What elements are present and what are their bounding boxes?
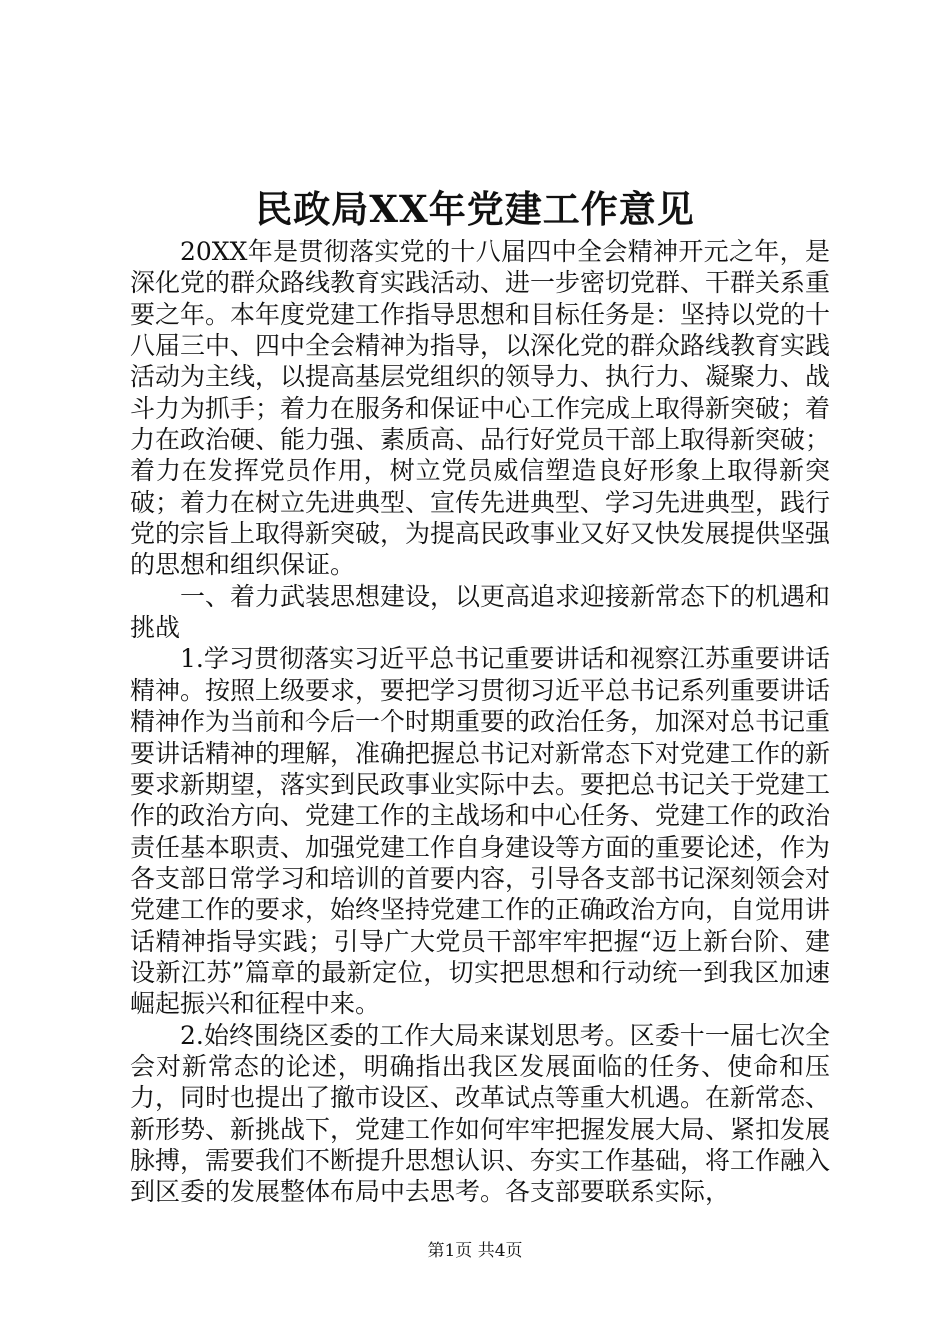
- document-title: 民政局XX年党建工作意见: [255, 187, 695, 231]
- paragraph-intro: 20XX年是贯彻落实党的十八届四中全会精神开元之年，是深化党的群众路线教育实践活动、进一步密切党群、干群关系重要之年。本年度党建工作指导思想和目标任务是：坚持以党的十八届三中、四中全会精神为指导，以深化党的群众路线教育实践活动为主线，以提高基层党组织的领导力、执行力、凝聚力、战斗力为抓手；着力在服务和保证中心工作完成上取得新突破；着力在政治硬、能力强、素质高、品行好党员干部上取得新突破；着力在发挥党员作用，树立党员威信塑造良好形象上取得新突破；着力在树立先进典型、宣传先进典型、学习先进典型，践行党的宗旨上取得新突破，为提高民政事业又好又快发展提供坚强的思想和组织保证。: [130, 237, 831, 580]
- section-heading-1: 一、着力武装思想建设，以更高追求迎接新常态下的机遇和挑战: [130, 581, 831, 643]
- page-footer: [0, 1240, 950, 1262]
- paragraph-item-2: 2.始终围绕区委的工作大局来谋划思考。区委十一届七次全会对新常态的论述，明确指出我区发展面临的任务、使命和压力，同时也提出了撤市设区、改革试点等重大机遇。在新常态、新形势、新挑战下，党建工作如何牢牢把握发展大局、紧扣发展脉搏，需要我们不断提升思想认识、夯实工作基础，将工作融入到区委的发展整体布局中去思考。各支部要联系实际，: [130, 1020, 831, 1207]
- page-indicator: 第1页 共4页: [427, 1241, 523, 1261]
- paragraph-item-1: 1.学习贯彻落实习近平总书记重要讲话和视察江苏重要讲话精神。按照上级要求，要把学习贯彻习近平总书记系列重要讲话精神作为当前和今后一个时期重要的政治任务，加深对总书记重要讲话精神的理解，准确把握总书记对新常态下对党建工作的新要求新期望，落实到民政事业实际中去。要把总书记关于党建工作的政治方向、党建工作的主战场和中心任务、党建工作的政治责任基本职责、加强党建工作自身建设等方面的重要论述，作为各支部日常学习和培训的首要内容，引导各支部书记深刻领会对党建工作的要求，始终坚持党建工作的正确政治方向，自觉用讲话精神指导实践；引导广大党员干部牢牢把握“迈上新台阶、建设新江苏”篇章的最新定位，切实把思想和行动统一到我区加速崛起振兴和征程中来。: [130, 644, 831, 1019]
- document-body: [130, 236, 830, 1208]
